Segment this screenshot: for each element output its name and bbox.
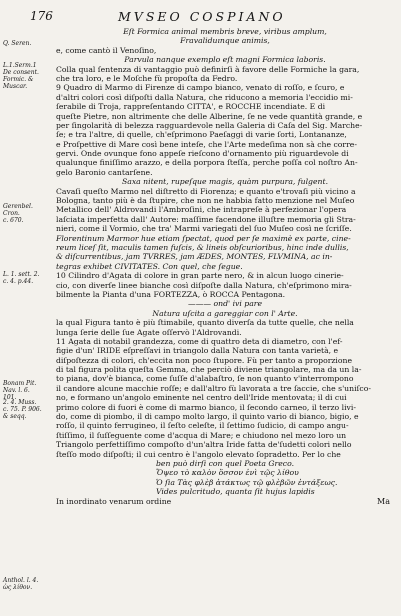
- text-line: nieri, come il Vormio, che tra' Marmi variegati del ſuo Muſeo così ne ſcriſſe.: [56, 224, 352, 234]
- margin-note-line: L. 1. sett. 2.: [3, 271, 40, 278]
- text-line: Cavaſi queſto Marmo nel diſtretto di Fiorenza; e quanto e'trovaſi più vicino a: [56, 186, 356, 196]
- page-number: 176: [30, 9, 53, 23]
- text-line: Bologna, tanto più è da ſtupire, che non ne habbia fatto menzione nel Muſeo: [56, 196, 355, 206]
- margin-note-line: & seqq.: [3, 413, 27, 420]
- text-line: diſpoſtezza di colori, ch'eccita non poco ſtupore. Fù per tanto a proporzione: [56, 355, 353, 365]
- text-line: Saxa nitent, rupeſque magis, quàm purpura, fulgent.: [121, 177, 329, 187]
- margin-note-line: L.1.Serm.1: [3, 62, 37, 69]
- margin-note: [3, 203, 55, 224]
- text-line: Florentinum Marmor hue etiam ſpectat, quod per ſe maximè ex parte, cine-: [56, 233, 351, 243]
- margin-note-line: De consent.: [3, 69, 39, 76]
- text-line: Colla qual ſentenza di vantaggio può definirſi à favore delle Formiche la gara,: [56, 64, 360, 74]
- margin-note-line: Anthol. l. 4.: [3, 577, 39, 584]
- margin-note: [3, 577, 55, 591]
- margin-note-line: Muscar.: [3, 83, 28, 90]
- margin-note-line: Q. Seren.: [3, 40, 32, 47]
- text-line: Eſt Formica animal membris breve, viribus amplum,: [123, 27, 327, 36]
- text-line: ſerabile di Troja, rappreſentando CITTA', e ROCCHE incendiate. E di: [56, 102, 326, 112]
- text-line: laſciata imperfetta dall' Autore: maſſime facendone illuſtre memoria gli Stra-: [56, 214, 356, 224]
- text-line: to piana, dov'è bianca, come ſuſſe d'alabaſtro, ſe non quanto v'interrompono: [56, 374, 354, 384]
- text-line: la qual Figura tanto è più ſtimabile, quanto diverſa da tutte quelle, che nella: [56, 318, 354, 328]
- text-line: il candore alcune macchie roſſe; e dall'altro fù lavorata a tre ſaccie, che s'uniſco-: [56, 383, 371, 393]
- text-line: di tal figura polita queſta Gemma, che perciò diviene triangolare, ma da un la-: [56, 365, 362, 375]
- text-line: e, come cantò il Venoſino,: [56, 45, 157, 55]
- margin-note-line: Bonam Pit.: [3, 380, 37, 387]
- margin-note: [3, 399, 55, 420]
- text-line: Parvula nanque exemplo eſt magni Formica laboris.: [124, 55, 326, 65]
- text-line: figie d'un' IRIDE eſpreſſavi in triangolo dalla Natura con tanta varietà, e: [56, 346, 339, 356]
- margin-note-line: c. 4. p.44.: [3, 278, 34, 285]
- margin-note: [3, 40, 55, 47]
- text-line: Ὄψεο τὸ καλὸν ὅσσον ἐνὶ τῷς λίθου: [156, 468, 299, 478]
- margin-note-line: c. 670.: [3, 217, 24, 224]
- margin-note-line: c. 75. P. 906.: [3, 406, 42, 413]
- text-line: qualunque finiſſimo arazzo, e della porpora ſteſſa, perche poſſa col noſtro An-: [56, 158, 358, 168]
- text-line: reum liceſ ſit, maculis tamen fuſcis, & lineis obſcurioribus, hinc inde dullis,: [56, 242, 349, 252]
- text-line: che tra loro, e le Moſche fù propoſta da Fedro.: [56, 73, 238, 83]
- text-line: primo colore di fuori è come di marmo bianco, il ſecondo carneo, il terzo livi-: [56, 402, 356, 412]
- margin-note: [3, 62, 55, 90]
- margin-note: [3, 380, 55, 401]
- margin-note: [3, 271, 55, 285]
- margin-note-line: 101.: [3, 394, 17, 401]
- margin-note-line: ὡς λίθον.: [3, 584, 33, 591]
- text-line: do, come di piombo, il di campo molto largo, il quinto vario di bianco, bigio, e: [56, 412, 359, 422]
- text-line: ben può dirſi con quel Poeta Greco.: [156, 458, 295, 468]
- text-line: per ſingolarità di belezza ragguardevole nella Galeria di Caſa del Sig. Marche-: [56, 120, 363, 130]
- text-line: ſtiſſimo, il ſuſſeguente come d'acqua di Mare; e chiudono nel mezo loro un: [56, 430, 347, 440]
- text-line: Ὁ ſia Τὰς φλὲβ ἀτάκτως τῷ φλὲβῶν ἐντάξεως.: [156, 477, 338, 487]
- text-line: In inordinato venarum ordine Ma: [56, 496, 390, 506]
- text-line: roſſo, il quinto ferrugineo, il ſeſto celeſte, il ſettimo ſudicio, di campo angu-: [56, 421, 349, 431]
- text-line: gervi. Onde ovunque fono appeſe rieſcono d'ornamento più riguardevole di: [56, 149, 349, 159]
- margin-note-line: Cron.: [3, 210, 20, 217]
- text-line: tegras exhibet CIVITATES. Con quel, che ſegue.: [56, 261, 243, 271]
- text-line: ſe; e tra l'altre, di quelle, ch'eſprimono Paeſaggi di varie ſorti, Lontananze,: [56, 130, 347, 140]
- text-line: no, e formano un'angolo eminente nel centro dell'Iride mentovata; il di cui: [56, 393, 347, 403]
- text-line: ——— ond' ivi pare: [188, 299, 262, 309]
- text-line: Vides pulcritudo, quanta ſit hujus lapidis: [156, 487, 315, 497]
- margin-note-line: Gerenbel.: [3, 203, 33, 210]
- text-line: Fravaliduınque animis,: [180, 36, 270, 46]
- text-line: e Proſpettive di Mare così bene inteſe, che l'Arte medeſima non sà che corre-: [56, 139, 357, 149]
- text-line: ſteſſo modo diſpoſti; il cui centro è l'angolo elevato ſopradetto. Per lo che: [56, 449, 341, 459]
- text-line: Natura uſcita a gareggiar con l' Arte.: [152, 308, 298, 318]
- text-line: Triangolo perfettiſſimo compoſto d'un'altra Iride fatta de'ſudetti colori nello: [56, 440, 352, 450]
- text-line: queſte Pietre, non altrimente che delle Alberine, ſe ne vede quantità grande, e: [56, 111, 363, 121]
- text-line: d'altri colori così diſpoſti dalla Natura, che riducono a memoria l'eccidio mi-: [56, 92, 353, 102]
- text-line: 9 Quadro di Marmo di Firenze di campo bianco, venato di roſſo, e ſcuro, e: [56, 83, 345, 93]
- text-line: 11 Agata di notabil grandezza, come di quattro deta di diametro, con l'ef-: [56, 336, 343, 346]
- text-line: lunga ſerie delle ſue Agate oſſervò l'Aldrovandi.: [56, 327, 242, 337]
- text-line: & diſcurrentibus, jam TVRRES, jam ÆDES, MONTES, FLVMINA, ac in-: [56, 252, 333, 262]
- text-line: Metallico dell' Aldrovandi l'Ambroſini, che intrapreſe à perfezionar l'opera: [56, 205, 347, 215]
- margin-note-line: Nav. l. 6.: [3, 387, 30, 394]
- text-line: gelo Baronio cantarſene.: [56, 167, 153, 177]
- text-line: bilmente la Pianta d'una FORTEZZA, ò ROCCA Pentagona.: [56, 289, 286, 299]
- margin-note-line: 2. 4. Muss.: [3, 399, 37, 406]
- page-header: [0, 7, 401, 23]
- running-title: MVSEO COSPIANO: [118, 9, 286, 24]
- main-text: [56, 27, 394, 506]
- margin-note-line: Formic. &: [3, 76, 34, 83]
- text-line: cio, con diverſe linee bianche così diſpoſte dalla Natura, ch'eſprimono mira-: [56, 280, 352, 290]
- text-line: 10 Cilindro d'Agata di colore in gran parte nero, & in alcun luogo cinerie-: [56, 271, 344, 281]
- signature-mark: Ma: [377, 496, 390, 506]
